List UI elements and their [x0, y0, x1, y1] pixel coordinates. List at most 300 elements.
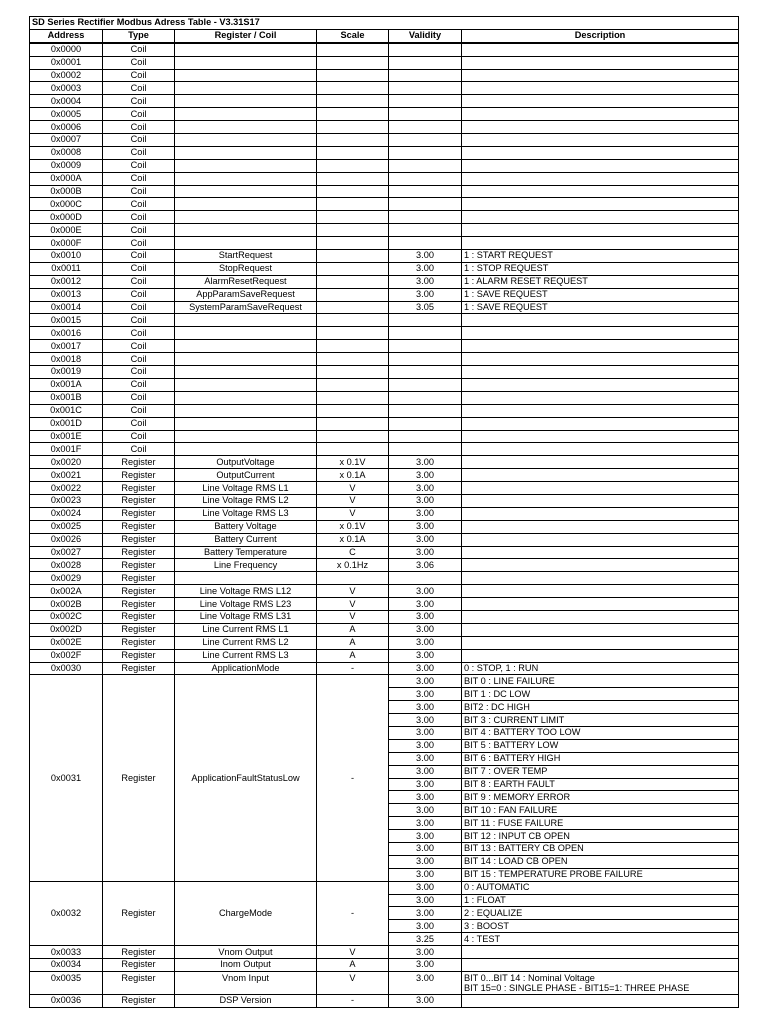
type-cell: Coil: [103, 327, 175, 340]
address-cell: 0x002A: [30, 585, 103, 598]
register-cell: [175, 417, 317, 430]
table-row: [30, 959, 739, 972]
scale-cell: C: [317, 546, 389, 559]
register-cell: [175, 134, 317, 147]
scale-cell: [317, 314, 389, 327]
address-cell: 0x0003: [30, 82, 103, 95]
description-cell: [462, 598, 739, 611]
register-cell: Line Current RMS L3: [175, 649, 317, 662]
register-cell: [175, 121, 317, 134]
table-row: [30, 482, 739, 495]
address-cell: 0x0019: [30, 366, 103, 379]
description-cell: 0 : STOP, 1 : RUN: [462, 662, 739, 675]
description-cell: 1 : ALARM RESET REQUEST: [462, 275, 739, 288]
description-cell: [462, 507, 739, 520]
scale-cell: A: [317, 649, 389, 662]
description-cell: [462, 610, 739, 623]
register-cell: [175, 185, 317, 198]
description-cell: [462, 211, 739, 224]
description-cell: [462, 971, 739, 994]
register-cell: [175, 572, 317, 585]
address-cell: 0x0027: [30, 546, 103, 559]
address-cell: 0x0029: [30, 572, 103, 585]
type-cell: Register: [103, 456, 175, 469]
register-cell: AppParamSaveRequest: [175, 288, 317, 301]
scale-cell: [317, 262, 389, 275]
validity-cell: 3.00: [389, 804, 462, 817]
description-cell: BIT 13 : BATTERY CB OPEN: [462, 843, 739, 856]
col-header-register: Register / Coil: [175, 29, 317, 42]
description-cell: [462, 82, 739, 95]
validity-cell: 3.00: [389, 688, 462, 701]
type-cell: Coil: [103, 391, 175, 404]
validity-cell: 3.00: [389, 546, 462, 559]
type-cell: Register: [103, 623, 175, 636]
validity-cell: 3.00: [389, 739, 462, 752]
description-cell: [462, 314, 739, 327]
register-cell: Line Voltage RMS L2: [175, 494, 317, 507]
table-row: [30, 56, 739, 69]
address-cell: 0x0008: [30, 146, 103, 159]
type-cell: Coil: [103, 69, 175, 82]
table-row: [30, 404, 739, 417]
validity-cell: 3.00: [389, 610, 462, 623]
type-cell: Coil: [103, 198, 175, 211]
description-cell: 2 : EQUALIZE: [462, 907, 739, 920]
description-cell: [462, 56, 739, 69]
scale-cell: -: [317, 994, 389, 1007]
register-cell: ApplicationFaultStatusLow: [175, 675, 317, 881]
register-cell: [175, 69, 317, 82]
address-cell: 0x0022: [30, 482, 103, 495]
address-cell: 0x0012: [30, 275, 103, 288]
description-cell: [462, 159, 739, 172]
table-row: [30, 430, 739, 443]
type-cell: Register: [103, 469, 175, 482]
description-cell: [462, 649, 739, 662]
description-cell: 4 : TEST: [462, 933, 739, 946]
validity-cell: 3.00: [389, 494, 462, 507]
description-cell: [462, 172, 739, 185]
description-cell: [462, 121, 739, 134]
type-cell: Coil: [103, 430, 175, 443]
validity-cell: 3.06: [389, 559, 462, 572]
table-row: [30, 211, 739, 224]
table-row: [30, 185, 739, 198]
address-cell: 0x0004: [30, 95, 103, 108]
table-row: [30, 301, 739, 314]
col-header-scale: Scale: [317, 29, 389, 42]
scale-cell: [317, 404, 389, 417]
address-cell: 0x0020: [30, 456, 103, 469]
register-cell: Line Voltage RMS L23: [175, 598, 317, 611]
type-cell: Coil: [103, 185, 175, 198]
address-cell: 0x0026: [30, 533, 103, 546]
scale-cell: [317, 288, 389, 301]
scale-cell: [317, 121, 389, 134]
validity-cell: [389, 69, 462, 82]
scale-cell: V: [317, 585, 389, 598]
register-cell: [175, 237, 317, 250]
address-cell: 0x000F: [30, 237, 103, 250]
scale-cell: [317, 159, 389, 172]
register-cell: [175, 146, 317, 159]
type-cell: Register: [103, 971, 175, 994]
table-row: [30, 237, 739, 250]
validity-cell: [389, 134, 462, 147]
description-cell: [462, 469, 739, 482]
scale-cell: [317, 43, 389, 56]
table-row: [30, 288, 739, 301]
description-cell: BIT 6 : BATTERY HIGH: [462, 752, 739, 765]
table-row: [30, 340, 739, 353]
description-cell: BIT2 : DC HIGH: [462, 701, 739, 714]
address-cell: 0x000B: [30, 185, 103, 198]
address-cell: 0x002E: [30, 636, 103, 649]
scale-cell: [317, 250, 389, 263]
description-cell: [462, 994, 739, 1007]
register-cell: Line Voltage RMS L12: [175, 585, 317, 598]
table-row: [30, 946, 739, 959]
table-row: [30, 172, 739, 185]
validity-cell: [389, 366, 462, 379]
address-cell: 0x0025: [30, 520, 103, 533]
validity-cell: [389, 340, 462, 353]
type-cell: Coil: [103, 108, 175, 121]
register-cell: [175, 108, 317, 121]
scale-cell: [317, 172, 389, 185]
scale-cell: V: [317, 598, 389, 611]
table-row: [30, 391, 739, 404]
table-row: [30, 146, 739, 159]
validity-cell: [389, 417, 462, 430]
type-cell: Register: [103, 546, 175, 559]
register-cell: Line Voltage RMS L3: [175, 507, 317, 520]
scale-cell: A: [317, 636, 389, 649]
description-cell: [462, 572, 739, 585]
validity-cell: [389, 95, 462, 108]
description-cell: [462, 108, 739, 121]
table-title: SD Series Rectifier Modbus Adress Table - V3.31S17: [30, 17, 739, 30]
table-row: [30, 82, 739, 95]
description-cell: [462, 559, 739, 572]
table-row: [30, 971, 739, 994]
register-cell: Line Voltage RMS L31: [175, 610, 317, 623]
scale-cell: V: [317, 610, 389, 623]
type-cell: Register: [103, 946, 175, 959]
register-cell: [175, 172, 317, 185]
scale-cell: [317, 301, 389, 314]
validity-cell: 3.00: [389, 636, 462, 649]
validity-cell: 3.00: [389, 791, 462, 804]
register-cell: [175, 314, 317, 327]
table-row: [30, 198, 739, 211]
scale-cell: [317, 224, 389, 237]
validity-cell: [389, 443, 462, 456]
validity-cell: 3.00: [389, 946, 462, 959]
validity-cell: 3.00: [389, 726, 462, 739]
description-cell: BIT 11 : FUSE FAILURE: [462, 817, 739, 830]
validity-cell: [389, 572, 462, 585]
table-row: [30, 134, 739, 147]
scale-cell: [317, 340, 389, 353]
table-row: [30, 417, 739, 430]
address-cell: 0x001E: [30, 430, 103, 443]
scale-cell: -: [317, 881, 389, 945]
address-cell: 0x001A: [30, 378, 103, 391]
description-cell: [462, 198, 739, 211]
address-cell: 0x002D: [30, 623, 103, 636]
register-cell: Line Current RMS L2: [175, 636, 317, 649]
validity-cell: 3.00: [389, 649, 462, 662]
type-cell: Coil: [103, 250, 175, 263]
validity-cell: [389, 159, 462, 172]
validity-cell: 3.00: [389, 830, 462, 843]
address-cell: 0x0018: [30, 353, 103, 366]
validity-cell: [389, 198, 462, 211]
register-cell: Line Frequency: [175, 559, 317, 572]
register-cell: Line Voltage RMS L1: [175, 482, 317, 495]
validity-cell: 3.00: [389, 817, 462, 830]
table-row: [30, 353, 739, 366]
register-cell: [175, 159, 317, 172]
type-cell: Coil: [103, 146, 175, 159]
register-cell: [175, 391, 317, 404]
table-row: [30, 494, 739, 507]
description-cell: [462, 533, 739, 546]
validity-cell: 3.00: [389, 623, 462, 636]
address-cell: 0x0017: [30, 340, 103, 353]
address-cell: 0x0009: [30, 159, 103, 172]
table-row: [30, 610, 739, 623]
scale-cell: [317, 378, 389, 391]
validity-cell: [389, 121, 462, 134]
address-cell: 0x001D: [30, 417, 103, 430]
description-cell: [462, 456, 739, 469]
description-cell: BIT 10 : FAN FAILURE: [462, 804, 739, 817]
register-cell: [175, 340, 317, 353]
scale-cell: [317, 366, 389, 379]
table-row: [30, 598, 739, 611]
register-cell: Battery Voltage: [175, 520, 317, 533]
type-cell: Coil: [103, 224, 175, 237]
scale-cell: A: [317, 623, 389, 636]
validity-cell: 3.00: [389, 250, 462, 263]
address-cell: 0x002F: [30, 649, 103, 662]
type-cell: Coil: [103, 275, 175, 288]
type-cell: Register: [103, 585, 175, 598]
table-row: [30, 546, 739, 559]
table-row: [30, 327, 739, 340]
description-cell: [462, 417, 739, 430]
scale-cell: [317, 56, 389, 69]
validity-cell: 3.00: [389, 843, 462, 856]
register-cell: [175, 224, 317, 237]
validity-cell: [389, 404, 462, 417]
type-cell: Coil: [103, 43, 175, 56]
type-cell: Register: [103, 675, 175, 881]
address-cell: 0x0028: [30, 559, 103, 572]
address-cell: 0x001C: [30, 404, 103, 417]
register-cell: Inom Output: [175, 959, 317, 972]
validity-cell: 3.05: [389, 301, 462, 314]
description-cell: [462, 520, 739, 533]
type-cell: Register: [103, 636, 175, 649]
description-cell: [462, 185, 739, 198]
address-cell: 0x0014: [30, 301, 103, 314]
scale-cell: [317, 185, 389, 198]
description-cell: BIT 0 : LINE FAILURE: [462, 675, 739, 688]
address-cell: 0x000A: [30, 172, 103, 185]
scale-cell: V: [317, 482, 389, 495]
type-cell: Coil: [103, 301, 175, 314]
table-row: [30, 43, 739, 56]
scale-cell: [317, 417, 389, 430]
validity-cell: 3.00: [389, 662, 462, 675]
description-cell: BIT 15 : TEMPERATURE PROBE FAILURE: [462, 868, 739, 881]
scale-cell: [317, 134, 389, 147]
address-cell: 0x0033: [30, 946, 103, 959]
table-row: [30, 994, 739, 1007]
table-row: [30, 507, 739, 520]
description-cell: [462, 404, 739, 417]
validity-cell: 3.00: [389, 971, 462, 994]
register-cell: OutputVoltage: [175, 456, 317, 469]
type-cell: Register: [103, 994, 175, 1007]
type-cell: Register: [103, 507, 175, 520]
type-cell: Coil: [103, 404, 175, 417]
register-cell: Vnom Input: [175, 971, 317, 994]
validity-cell: [389, 185, 462, 198]
table-row: [30, 69, 739, 82]
table-row: [30, 533, 739, 546]
description-cell: 1 : START REQUEST: [462, 250, 739, 263]
validity-cell: [389, 172, 462, 185]
validity-cell: [389, 237, 462, 250]
validity-cell: 3.00: [389, 469, 462, 482]
address-cell: 0x0016: [30, 327, 103, 340]
description-cell: BIT 8 : EARTH FAULT: [462, 778, 739, 791]
address-cell: 0x000D: [30, 211, 103, 224]
description-cell: [462, 430, 739, 443]
register-cell: [175, 327, 317, 340]
register-cell: [175, 378, 317, 391]
type-cell: Coil: [103, 237, 175, 250]
type-cell: Coil: [103, 314, 175, 327]
type-cell: Coil: [103, 95, 175, 108]
description-cell: [462, 43, 739, 56]
type-cell: Coil: [103, 366, 175, 379]
validity-cell: 3.00: [389, 482, 462, 495]
description-cell: 1 : STOP REQUEST: [462, 262, 739, 275]
address-cell: 0x0036: [30, 994, 103, 1007]
description-cell: [462, 946, 739, 959]
register-cell: [175, 404, 317, 417]
validity-cell: 3.00: [389, 778, 462, 791]
description-cell: [462, 378, 739, 391]
table-body: [30, 43, 739, 1008]
description-cell: [462, 482, 739, 495]
scale-cell: V: [317, 507, 389, 520]
type-cell: Register: [103, 482, 175, 495]
type-cell: Register: [103, 494, 175, 507]
description-cell: 1 : FLOAT: [462, 894, 739, 907]
validity-cell: [389, 314, 462, 327]
table-row: [30, 662, 739, 675]
register-cell: Battery Current: [175, 533, 317, 546]
scale-cell: x 0.1Hz: [317, 559, 389, 572]
description-cell: [462, 95, 739, 108]
validity-cell: 3.00: [389, 262, 462, 275]
address-cell: 0x000C: [30, 198, 103, 211]
scale-cell: -: [317, 662, 389, 675]
scale-cell: [317, 572, 389, 585]
table-row: [30, 275, 739, 288]
description-cell: 1 : SAVE REQUEST: [462, 301, 739, 314]
table-row: [30, 443, 739, 456]
validity-cell: [389, 211, 462, 224]
validity-cell: [389, 378, 462, 391]
description-cell: BIT 14 : LOAD CB OPEN: [462, 855, 739, 868]
type-cell: Register: [103, 572, 175, 585]
validity-cell: [389, 82, 462, 95]
type-cell: Coil: [103, 56, 175, 69]
validity-cell: 3.00: [389, 507, 462, 520]
validity-cell: [389, 430, 462, 443]
table-row: [30, 95, 739, 108]
description-cell: BIT 1 : DC LOW: [462, 688, 739, 701]
type-cell: Register: [103, 649, 175, 662]
description-cell: [462, 340, 739, 353]
description-cell: [462, 546, 739, 559]
type-cell: Coil: [103, 262, 175, 275]
scale-cell: [317, 211, 389, 224]
description-cell: [462, 585, 739, 598]
validity-cell: 3.00: [389, 701, 462, 714]
scale-cell: [317, 95, 389, 108]
address-cell: 0x0031: [30, 675, 103, 881]
table-row: [30, 378, 739, 391]
register-cell: OutputCurrent: [175, 469, 317, 482]
description-cell: [462, 494, 739, 507]
register-cell: [175, 82, 317, 95]
address-cell: 0x0015: [30, 314, 103, 327]
scale-cell: A: [317, 959, 389, 972]
col-header-address: Address: [30, 29, 103, 42]
validity-cell: 3.00: [389, 959, 462, 972]
register-cell: [175, 211, 317, 224]
type-cell: Register: [103, 559, 175, 572]
description-cell: 3 : BOOST: [462, 920, 739, 933]
description-cell: [462, 623, 739, 636]
validity-cell: [389, 391, 462, 404]
scale-cell: [317, 108, 389, 121]
description-cell: BIT 5 : BATTERY LOW: [462, 739, 739, 752]
validity-cell: 3.00: [389, 714, 462, 727]
validity-cell: [389, 224, 462, 237]
register-cell: StopRequest: [175, 262, 317, 275]
validity-cell: 3.00: [389, 894, 462, 907]
description-cell: BIT 3 : CURRENT LIMIT: [462, 714, 739, 727]
table-row: [30, 456, 739, 469]
validity-cell: 3.00: [389, 675, 462, 688]
validity-cell: [389, 327, 462, 340]
address-cell: 0x0006: [30, 121, 103, 134]
scale-cell: [317, 353, 389, 366]
type-cell: Coil: [103, 288, 175, 301]
type-cell: Register: [103, 533, 175, 546]
description-cell: 0 : AUTOMATIC: [462, 881, 739, 894]
